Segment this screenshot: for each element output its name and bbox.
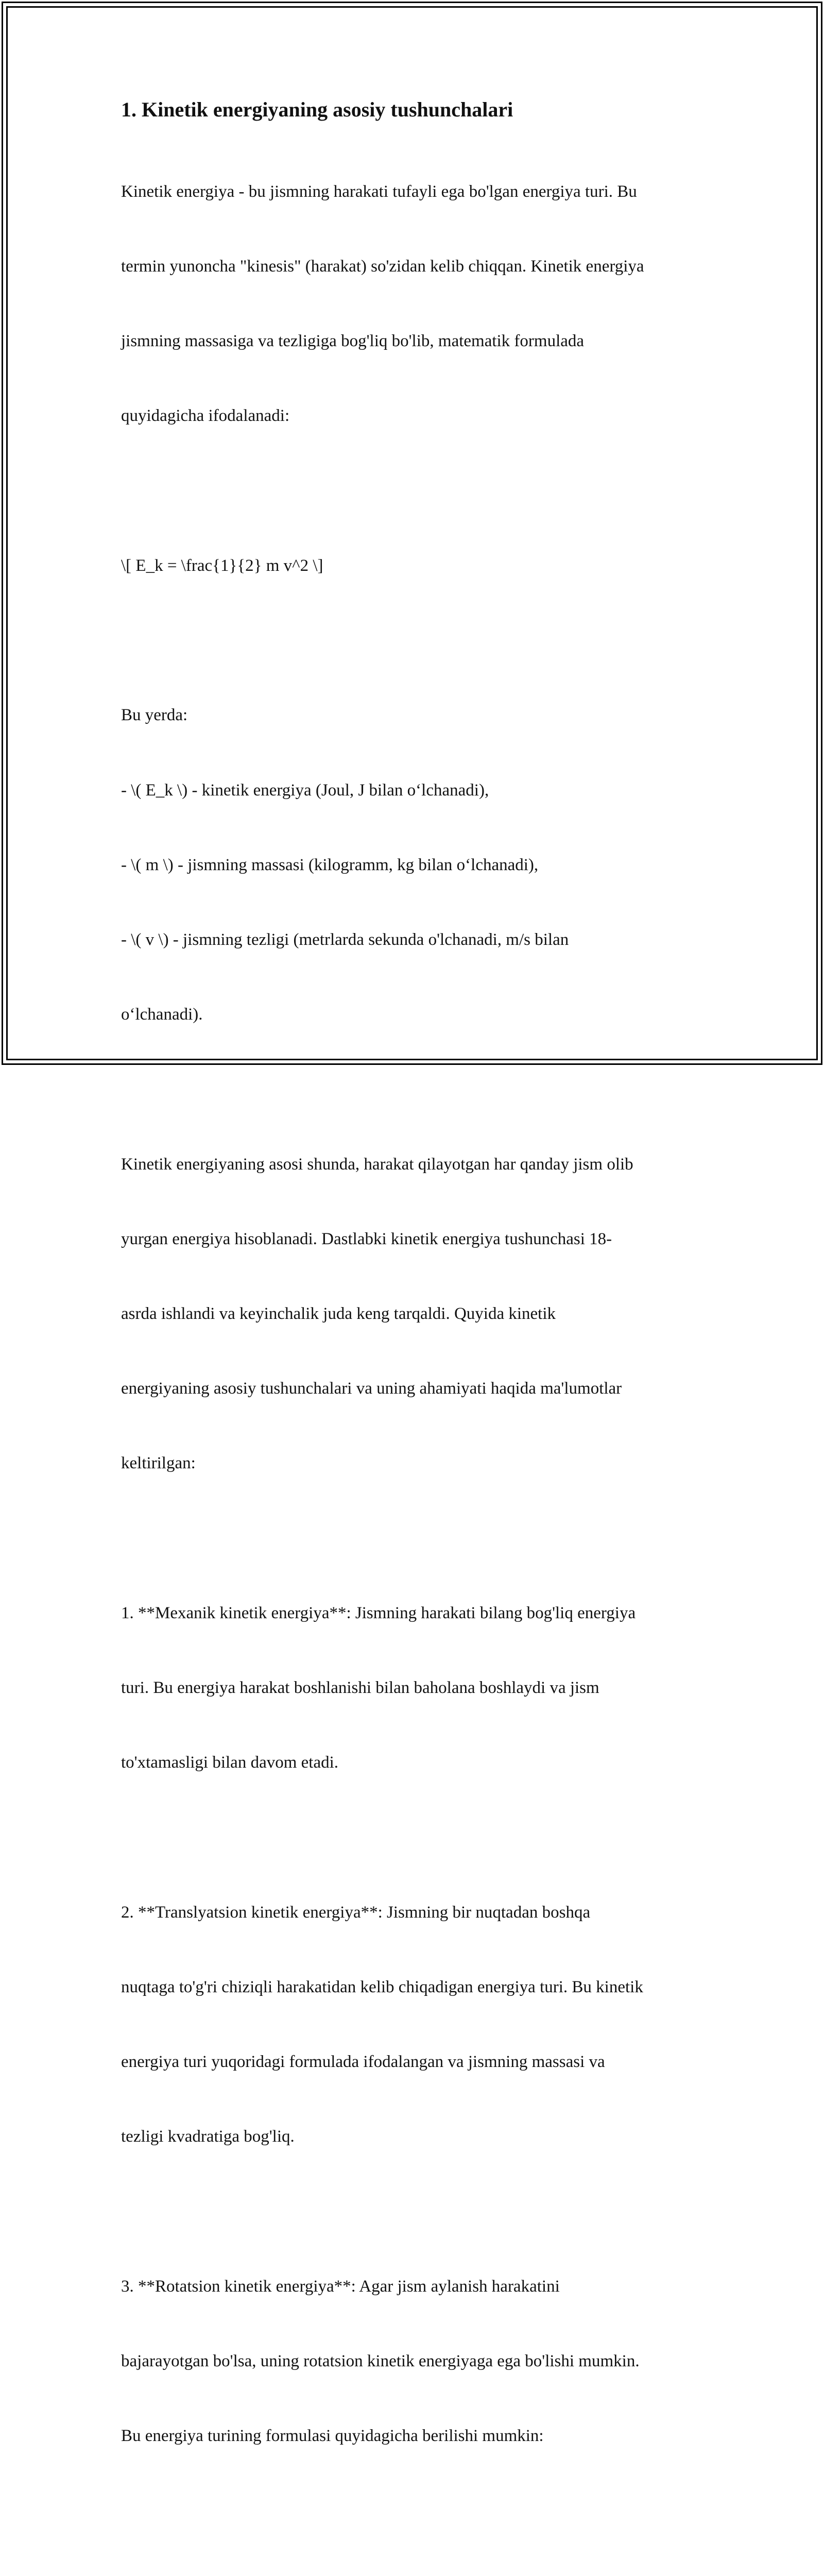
blank-line <box>121 2199 708 2224</box>
text-line: Bu energiya turining formulasi quyidagicha berilishi mumkin: <box>121 2427 544 2446</box>
document-content <box>121 95 708 2576</box>
text-line: energiya turi yuqoridagi formulada ifodalangan va jismning massasi va <box>121 2053 605 2072</box>
blank-line <box>121 1077 708 1101</box>
text-line: to'xtamasligi bilan davom etadi. <box>121 1753 339 1772</box>
list-item: - \( E_k \) - kinetik energiya (Joul, J bilan o‘lchanadi), <box>121 781 489 800</box>
blank-line <box>121 1526 708 1551</box>
text-line: Kinetik energiya - bu jismning harakati tufayli ega bo'lgan energiya turi. Bu <box>121 182 637 201</box>
text-line: quyidagicha ifodalanadi: <box>121 406 290 426</box>
text-line: energiyaning asosiy tushunchalari va uning ahamiyati haqida ma'lumotlar <box>121 1379 622 1398</box>
text-line: tezligi kvadratiga bog'liq. <box>121 2127 295 2146</box>
blank-line <box>121 2499 708 2523</box>
blank-line <box>121 628 708 653</box>
blank-line <box>121 479 708 503</box>
text-line: yurgan energiya hisoblanadi. Dastlabki kinetik energiya tushunchasi 18- <box>121 1229 612 1248</box>
numbered-item: 2. **Translyatsion kinetik energiya**: Jismning bir nuqtadan boshqa <box>121 1903 591 1922</box>
text-line: turi. Bu energiya harakat boshlanishi bilan baholana boshlaydi va jism <box>121 1679 599 1698</box>
numbered-item: 3. **Rotatsion kinetik energiya**: Agar jism aylanish harakatini <box>121 2277 560 2296</box>
list-item: - \( v \) - jismning tezligi (metrlarda sekunda o'lchanadi, m/s bilan <box>121 930 569 949</box>
text-line: keltirilgan: <box>121 1454 196 1473</box>
formula-rotational-energy <box>121 2573 708 2576</box>
numbered-item: 1. **Mexanik kinetik energiya**: Jismning harakati bilang bog'liq energiya <box>121 1603 636 1622</box>
text-line: bajarayotgan bo'lsa, uning rotatsion kinetik energiyaga ega bo'lishi mumkin. <box>121 2352 640 2371</box>
text-line: termin yunoncha "kinesis" (harakat) so'zidan kelib chiqqan. Kinetik energiya <box>121 257 644 276</box>
text-line: Kinetik energiyaning asosi shunda, harakat qilayotgan har qanday jism olib <box>121 1155 633 1174</box>
list-item: - \( m \) - jismning massasi (kilogramm, kg bilan o‘lchanadi), <box>121 855 539 874</box>
text-line: jismning massasiga va tezligiga bog'liq bo'lib, matematik formulada <box>121 332 585 351</box>
text-line: o‘lchanadi). <box>121 1005 203 1024</box>
section-title: 1. Kinetik energiyaning asosiy tushunchalari <box>121 98 513 121</box>
text-line: Bu yerda: <box>121 706 188 725</box>
text-line: asrda ishlandi va keyinchalik juda keng tarqaldi. Quyida kinetik <box>121 1304 556 1324</box>
blank-line <box>121 1825 708 1850</box>
text-line: nuqtaga to'g'ri chiziqli harakatidan kelib chiqadigan energiya turi. Bu kinetik <box>121 1977 643 1996</box>
formula-kinetic-energy: \[ E_k = \frac{1}{2} m v^2 \] <box>121 556 323 575</box>
body-text <box>121 129 708 2576</box>
